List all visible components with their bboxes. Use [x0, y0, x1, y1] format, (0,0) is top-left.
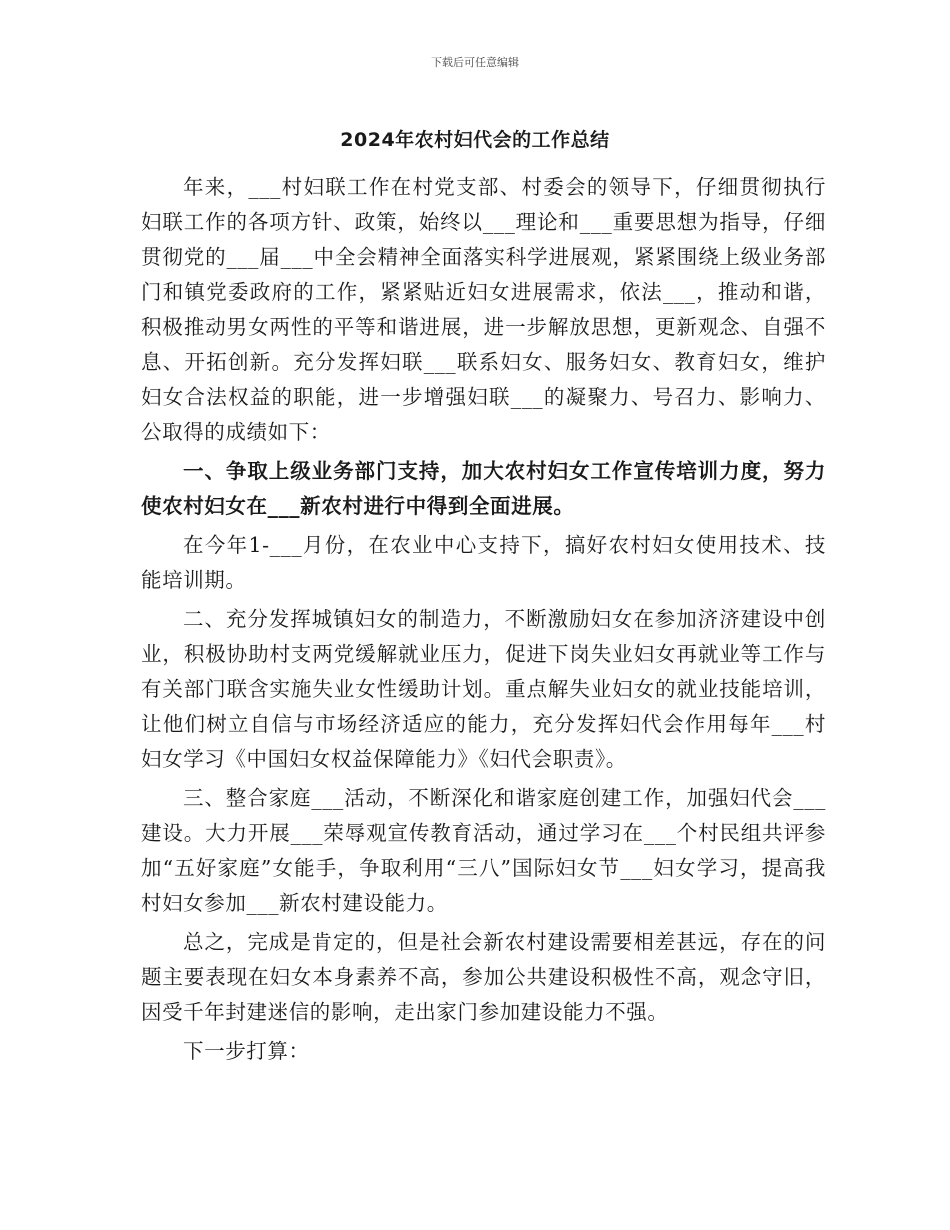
paragraph-section-2: 二、充分发挥城镇妇女的制造力，不断激励妇女在参加济济建设中创业，积极协助村支两党缓解就业压力，促进下岗失业妇女再就业等工作与有关部门联含实施失业女性缓助计划。重点解失业妇女的就业技能培训，让他们树立自信与市场经济适应的能力，充分发挥妇代会作用每年___村妇女学习《中国妇女权益保障能力》《妇代会职责》。 [141, 607, 826, 771]
paragraph-summary: 总之，完成是肯定的，但是社会新农村建设需要相差甚远，存在的问题主要表现在妇女本身素养不高，参加公共建设积极性不高，观念守旧，因受千年封建迷信的影响，走出家门参加建设能力不强。 [141, 930, 826, 1024]
paragraph-section-3: 三、整合家庭___活动，不断深化和谐家庭创建工作，加强妇代会___建设。大力开展___荣辱观宣传教育活动，通过学习在___个村民组共评参加“五好家庭”女能手，争取利用“三八”国际妇女节___妇女学习，提高我村妇女参加___新农村建设能力。 [141, 786, 826, 915]
paragraph-training: 在今年1-___月份，在农业中心支持下，搞好农村妇女使用技术、技能培训期。 [141, 533, 826, 592]
paragraph-intro: 年来，___村妇联工作在村党支部、村委会的领导下，仔细贯彻执行妇联工作的各项方针、政策，始终以___理论和___重要思想为指导，仔细贯彻党的___届___中全会精神全面落实科学进展观，紧紧围绕上级业务部门和镇党委政府的工作，紧紧贴近妇女进展需求，依法___，推动和谐，积极推动男女两性的平等和谐进展，进一步解放思想，更新观念、自强不息、开拓创新。充分发挥妇联___联系妇女、服务妇女、教育妇女，维护妇女合法权益的职能，进一步增强妇联___的凝聚力、号召力、影响力、公取得的成绩如下： [141, 175, 826, 444]
document-body [141, 170, 826, 1073]
paragraph-next-steps: 下一步打算： [183, 1039, 310, 1063]
document-title: 2024年农村妇代会的工作总结 [340, 129, 610, 151]
header-note: 下载后可任意编辑 [431, 56, 519, 69]
paragraph-section-1-heading: 一、争取上级业务部门支持，加大农村妇女工作宣传培训力度，努力使农村妇女在___新农村进行中得到全面进展。 [141, 459, 826, 518]
